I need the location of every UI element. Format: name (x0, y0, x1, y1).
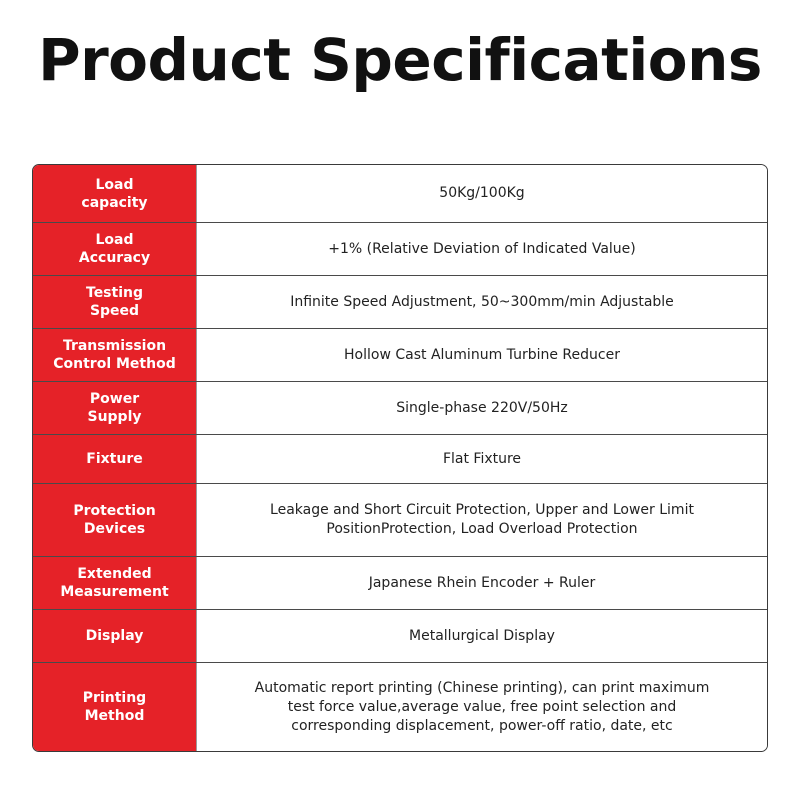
spec-row-load-accuracy (33, 222, 767, 275)
spec-value: Japanese Rhein Encoder + Ruler (197, 557, 767, 609)
spec-value: Hollow Cast Aluminum Turbine Reducer (197, 329, 767, 381)
spec-label: Load capacity (33, 165, 197, 222)
spec-label: Fixture (33, 435, 197, 483)
spec-row-load-capacity (33, 165, 767, 222)
specifications-table (32, 164, 768, 752)
spec-label: Protection Devices (33, 484, 197, 556)
page-title: Product Specifications (38, 26, 762, 94)
spec-label: Load Accuracy (33, 223, 197, 275)
spec-value: Flat Fixture (197, 435, 767, 483)
spec-label: Extended Measurement (33, 557, 197, 609)
spec-label: Printing Method (33, 663, 197, 751)
spec-row-fixture (33, 434, 767, 483)
spec-label: Display (33, 610, 197, 662)
spec-value: 50Kg/100Kg (197, 165, 767, 222)
spec-row-testing-speed (33, 275, 767, 328)
spec-row-display (33, 609, 767, 662)
spec-value: Leakage and Short Circuit Protection, Upper and Lower Limit PositionProtection, Load Overload Protection (197, 484, 767, 556)
spec-value: Automatic report printing (Chinese printing), can print maximum test force value,average value, free point selection and corresponding displacement, power-off ratio, date, etc (197, 663, 767, 751)
spec-label: Power Supply (33, 382, 197, 434)
spec-label: Testing Speed (33, 276, 197, 328)
spec-value: Infinite Speed Adjustment, 50~300mm/min Adjustable (197, 276, 767, 328)
spec-row-transmission-control-method (33, 328, 767, 381)
spec-value: Single-phase 220V/50Hz (197, 382, 767, 434)
spec-label: Transmission Control Method (33, 329, 197, 381)
spec-row-printing-method (33, 662, 767, 751)
spec-row-extended-measurement (33, 556, 767, 609)
spec-row-protection-devices (33, 483, 767, 556)
spec-row-power-supply (33, 381, 767, 434)
spec-value: +1% (Relative Deviation of Indicated Value) (197, 223, 767, 275)
spec-value: Metallurgical Display (197, 610, 767, 662)
